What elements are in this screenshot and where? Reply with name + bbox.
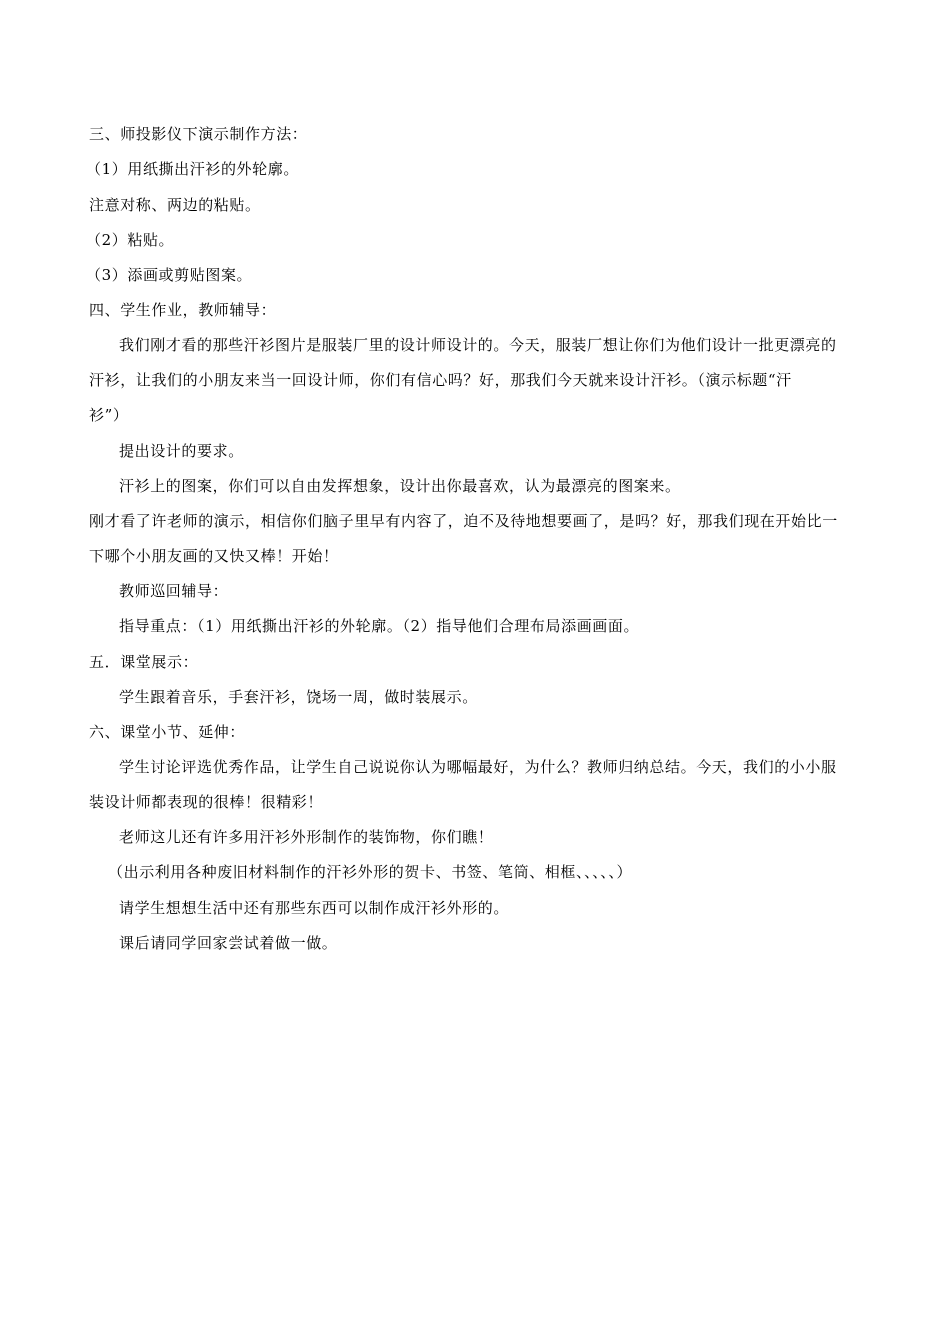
section-heading-4: 四、学生作业，教师辅导： [89, 301, 277, 319]
section-heading-6: 六、课堂小节、延伸： [89, 723, 246, 741]
step-3-text: （3）添画或剪贴图案。 [86, 266, 253, 284]
note-text: 注意对称、两边的粘贴。 [89, 196, 261, 214]
paragraph-line: 学生讨论评选优秀作品，让学生自己说说你认为哪幅最好，为什么？教师归纳总结。今天，我们的小小服 [119, 758, 837, 776]
paragraph-line: 下哪个小朋友画的又快又棒！开始！ [89, 547, 339, 565]
paragraph-line: 学生跟着音乐，手套汗衫，饶场一周，做时装展示。 [119, 688, 478, 706]
paragraph-line: 装设计师都表现的很棒！很精彩！ [89, 793, 324, 811]
paragraph-line: 汗衫，让我们的小朋友来当一回设计师，你们有信心吗？好，那我们今天就来设计汗衫。（演示标题“汗 [89, 371, 792, 389]
step-1-text: （1）用纸撕出汗衫的外轮廓。 [86, 160, 299, 178]
paragraph-line: （出示利用各种废旧材料制作的汗衫外形的贺卡、书签、笔筒、相框、、、、、） [108, 863, 633, 881]
paragraph-line: 请学生想想生活中还有那些东西可以制作成汗衫外形的。 [119, 899, 510, 917]
paragraph-line: 老师这儿还有许多用汗衫外形制作的装饰物，你们瞧！ [119, 828, 494, 846]
paragraph-line: 课后请同学回家尝试着做一做。 [119, 934, 338, 952]
section-heading-3: 三、师投影仪下演示制作方法： [89, 125, 308, 143]
paragraph-line: 指导重点：（1）用纸撕出汗衫的外轮廓。（2）指导他们合理布局添画画面。 [119, 617, 640, 635]
step-2-text: （2）粘贴。 [86, 231, 175, 249]
section-heading-5: 五．课堂展示： [89, 653, 199, 671]
paragraph-line: 衫”） [89, 406, 129, 424]
paragraph-line: 我们刚才看的那些汗衫图片是服装厂里的设计师设计的。今天，服装厂想让你们为他们设计一批更漂亮的 [119, 336, 837, 354]
paragraph-line: 教师巡回辅导： [119, 582, 229, 600]
paragraph-line: 提出设计的要求。 [119, 442, 244, 460]
paragraph-line: 汗衫上的图案，你们可以自由发挥想象，设计出你最喜欢，认为最漂亮的图案来。 [119, 477, 681, 495]
paragraph-line: 刚才看了许老师的演示，相信你们脑子里早有内容了，迫不及待地想要画了，是吗？好，那我们现在开始比一 [89, 512, 838, 530]
